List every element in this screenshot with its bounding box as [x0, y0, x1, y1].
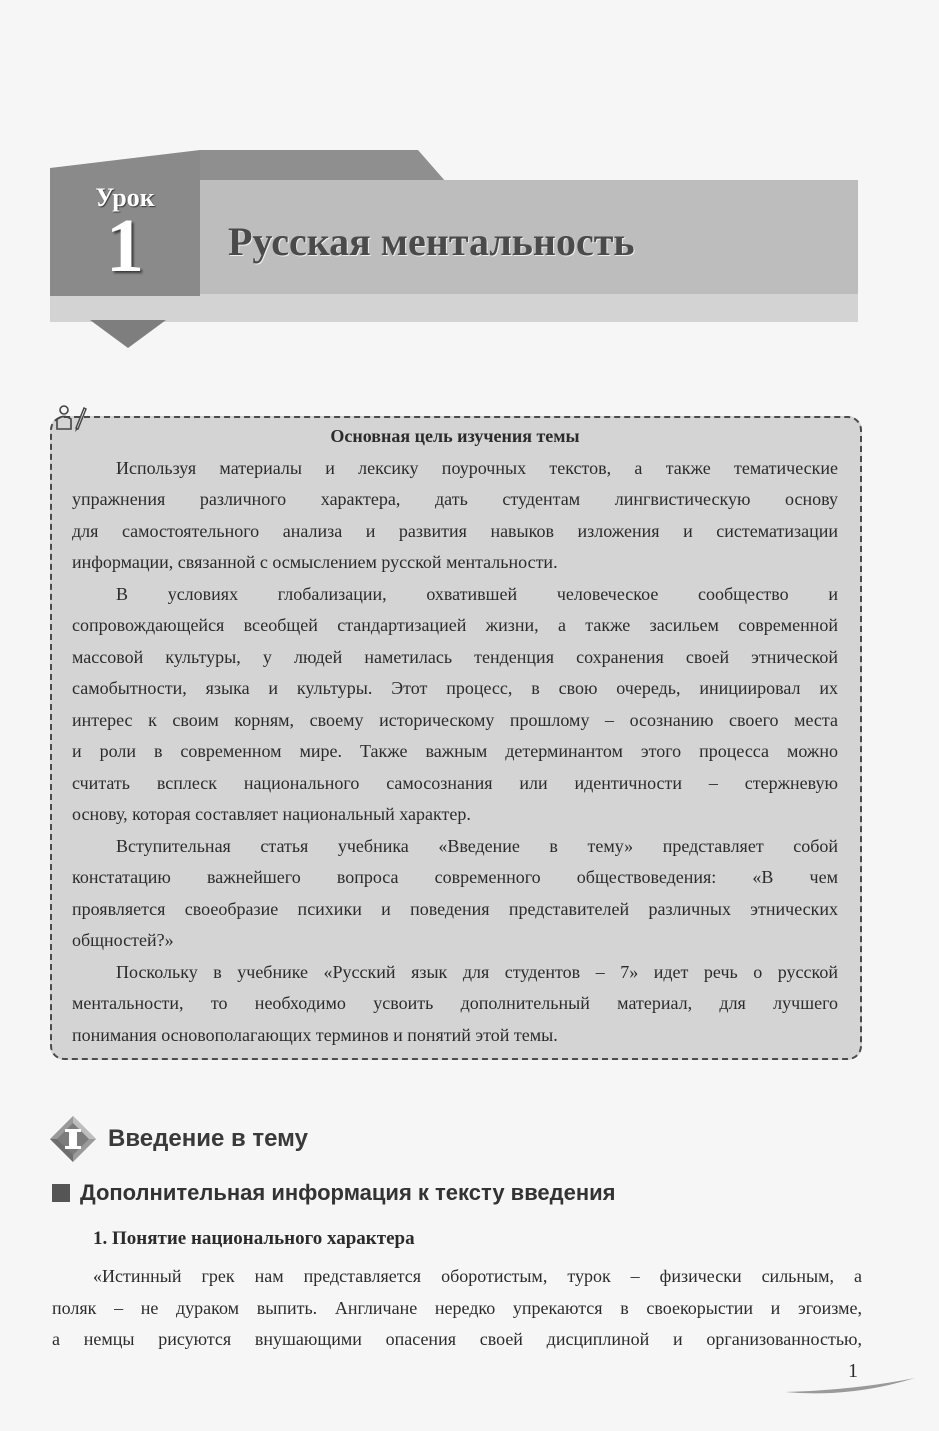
lesson-tab-arrow	[90, 320, 166, 348]
text-line: проявляется своеобразие психики и поведения представителей различных этнических	[72, 898, 838, 919]
lesson-banner	[0, 0, 939, 360]
text-line: Поскольку в учебнике «Русский язык для студентов – 7» идет речь о русской	[116, 961, 838, 982]
text-line: ментальности, то необходимо усвоить дополнительный материал, для лучшего	[72, 993, 838, 1013]
banner-lower-strip	[50, 294, 858, 322]
page-number: 1	[848, 1360, 858, 1382]
lesson-number: 1	[106, 204, 144, 288]
text-line: Вступительная статья учебника «Введение в тему» представляет собой	[116, 835, 838, 856]
text-line: поляк – не дураком выпить. Англичане нередко упрекаются в своекорыстии и эгоизме,	[52, 1297, 862, 1318]
text-line: массовой культуры, у людей наметилась тенденция сохранения своей этнической	[72, 646, 838, 667]
text-line: сопровождающейся всеобщей стандартизацией жизни, а также засильем современной	[72, 615, 838, 635]
goal-paragraph	[72, 831, 838, 957]
text-line: Используя материалы и лексику поурочных текстов, а также тематические	[116, 457, 838, 478]
text-line: для самостоятельного анализа и развития навыков изложения и систематизации	[72, 520, 838, 541]
text-line: общностей?»	[72, 930, 174, 950]
text-line: «Истинный грек нам представляется оборотистым, турок – физически сильным, а	[93, 1266, 862, 1286]
topic-paragraph	[52, 1261, 862, 1356]
text-line: считать всплеск национального самосознания или идентичности – стержневую	[72, 772, 838, 793]
text-line: понимания основополагающих терминов и понятий этой темы.	[72, 1024, 558, 1045]
text-line: информации, связанной с осмыслением русской ментальности.	[72, 552, 558, 572]
goal-paragraph	[72, 957, 838, 1052]
goal-heading: Основная цель изучения темы	[330, 426, 580, 446]
text-line: основу, которая составляет национальный характер.	[72, 804, 471, 824]
text-line: констатацию важнейшего вопроса современного обществоведения: «В чем	[72, 867, 838, 887]
text-line: В условиях глобализации, охватившей человеческое сообщество и	[116, 583, 838, 604]
text-line: и роли в современном мире. Также важным детерминантом этого процесса можно	[72, 741, 838, 761]
section-title: Введение в тему	[108, 1125, 308, 1152]
banner-top-slant	[200, 150, 446, 182]
goal-paragraph	[72, 453, 838, 579]
goal-paragraph	[72, 579, 838, 831]
section-cube-icon	[49, 1115, 97, 1163]
topic-title: 1. Понятие национального характера	[93, 1228, 415, 1249]
page-swoosh-decoration	[780, 1370, 920, 1400]
text-line: самобытности, языка и культуры. Этот процесс, в свою очередь, инициировал их	[72, 678, 838, 698]
lesson-title: Русская ментальность	[228, 219, 635, 264]
text-line: а немцы рисуются внушающими опасения своей дисциплиной и организованностью,	[52, 1329, 862, 1349]
text-line: упражнения различного характера, дать студентам лингвистическую основу	[72, 489, 838, 509]
text-line: интерес к своим корням, своему историческому прошлому – осознанию своего места	[72, 709, 838, 730]
square-bullet-icon	[52, 1184, 70, 1202]
subsection-title: Дополнительная информация к тексту введения	[80, 1180, 616, 1205]
goal-content	[72, 421, 838, 1051]
lesson-label: Урок	[95, 183, 155, 212]
